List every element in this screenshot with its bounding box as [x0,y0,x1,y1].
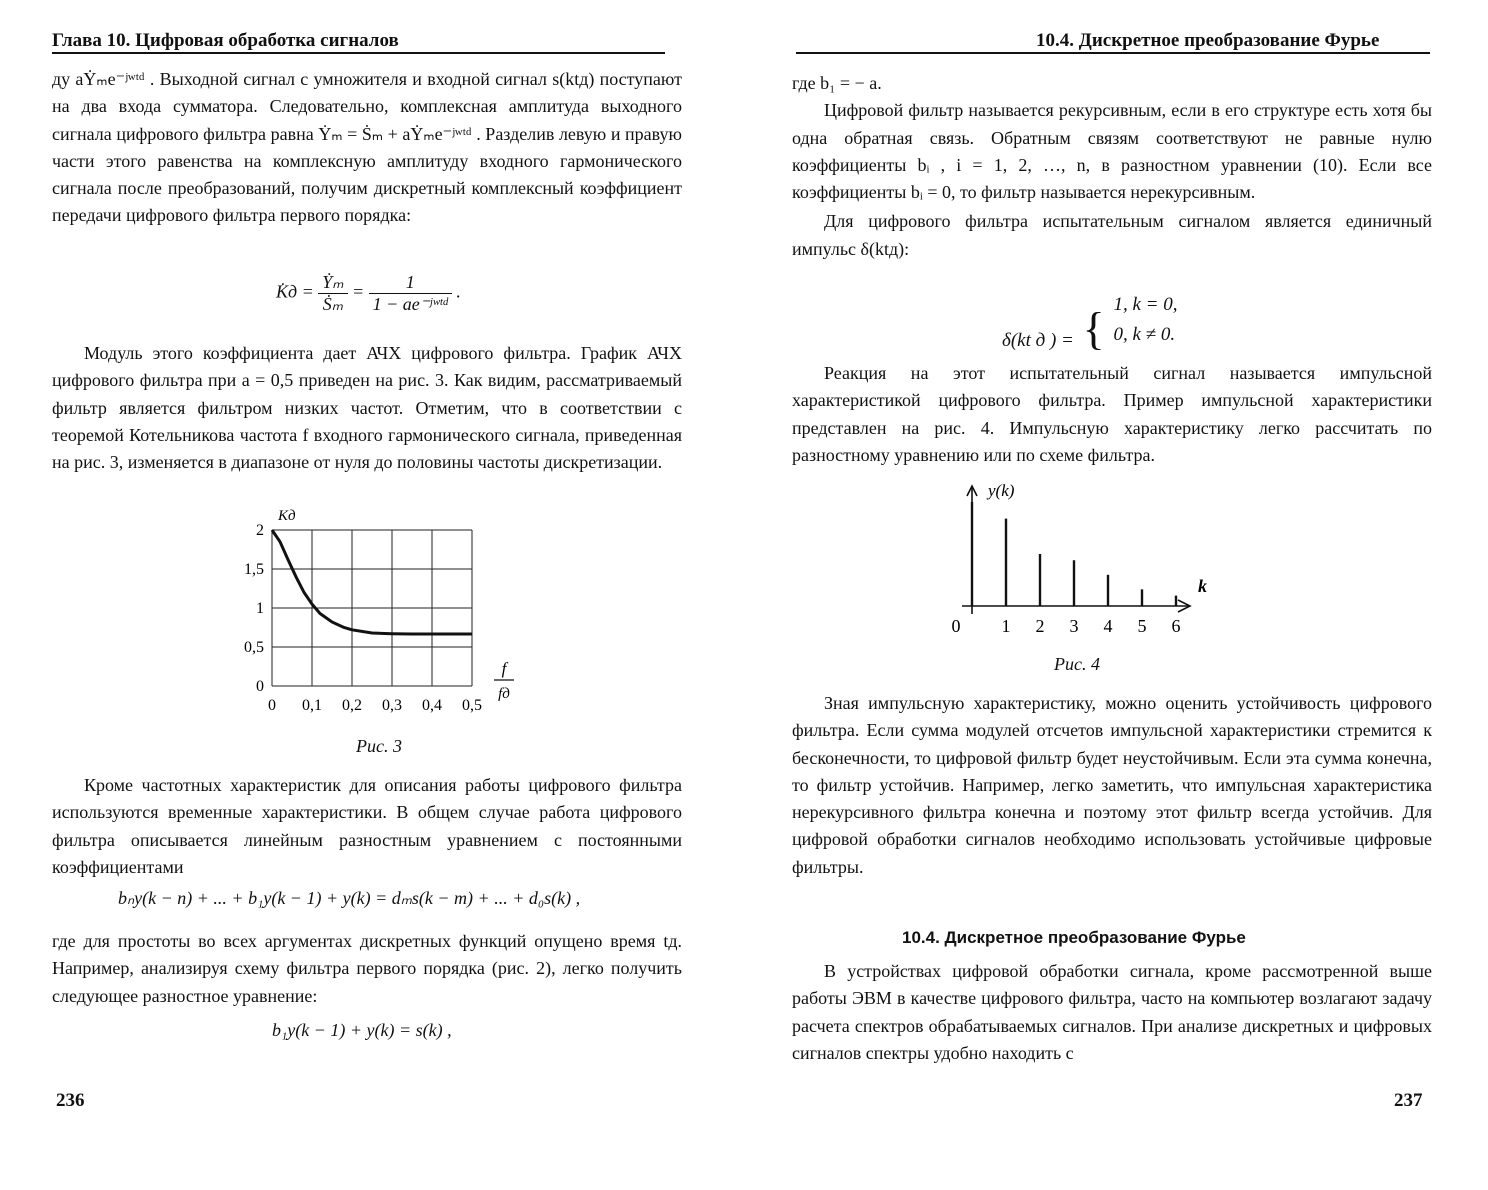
y-tick-label: 1 [256,600,264,617]
x-tick-label: 0,2 [342,697,362,714]
x-tick-label: 2 [1035,616,1045,636]
y-axis-label: y(k) [988,481,1015,500]
right-page [744,0,1488,1190]
formula-delta-case2: 0, k ≠ 0. [1113,324,1176,345]
left-text-block-2 [52,340,682,476]
x-axis-label-denominator: fд [498,686,510,702]
right-text-block-1 [792,70,1432,263]
right-line-1: где b₁ = − a. [792,73,882,93]
x-axis-label-numerator: f [501,659,507,678]
right-paragraph-1: Цифровой фильтр называется рекурсивным, если в его структуре есть хотя бы одна обратная связь. Обратным связям соответствуют не равные нулю коэффициенты bᵢ , i = 1, 2, …, n, в разностном уравнении (10). Если все коэффициенты bᵢ = 0, то фильтр называется нерекурсивным. [792,100,1432,203]
x-tick-label: 6 [1171,616,1181,636]
x-tick-label: 0 [268,697,276,714]
formula-kd: K̇д = $\frac{\text{Ẏₘ}}{\text{Ṡₘ}}$ = $\frac{1}{\text{1 − ae⁻ʲʷᵗᵈ}}$ . [276,272,461,314]
formula-kd-end: . [456,281,461,302]
y-axis-label: Kд [278,508,296,524]
right-text-block-3 [792,690,1432,881]
x-tick-label: 3 [1069,616,1079,636]
formula-kd-lhs: K̇д = [276,281,314,302]
y-tick-label: 0,5 [244,639,264,656]
formula-delta: δ(kt д ) = { 1, k = 0, 0, k ≠ 0. [1002,290,1178,350]
left-paragraph-3: Кроме частотных характеристик для описания работы цифрового фильтра используются временные характеристики. В общем случае работа цифрового фильтра описывается линейным разностным уравнением с постоянными коэффициентами [52,775,682,877]
right-text-block-4 [792,958,1432,1067]
x-tick-label: 4 [1103,616,1113,636]
x-axis-label: k [1198,576,1207,596]
formula-kd-den1: Ṡₘ [322,294,343,314]
y-tick-label: 0 [256,678,264,695]
right-paragraph-5: В устройствах цифровой обработки сигнала, кроме рассмотренной выше работы ЭВМ в качестве цифрового фильтра, часто на компьютер возлагают задачу расчета спектров обрабатываемых сигналов. При анализе дискретных и цифровых сигналов спектры удобно находить с [792,961,1432,1063]
x-tick-label: 1 [1001,616,1011,636]
formula-kd-num2: 1 [369,272,452,294]
left-text-block-1 [52,66,682,230]
right-running-header: 10.4. Дискретное преобразование Фурье [1036,30,1380,51]
figure-3-frequency-response-chart [230,498,530,730]
x-tick-label: 0 [951,616,961,636]
left-header-rule [52,52,665,54]
right-page-number: 237 [1394,1090,1423,1111]
x-tick-label: 0,5 [462,697,482,714]
figure-4-impulse-response-chart [940,470,1220,640]
right-header-rule [796,52,1430,54]
section-title: 10.4. Дискретное преобразование Фурье [902,928,1246,947]
formula-kd-den2: 1 − ae⁻ʲʷᵗᵈ [372,294,448,314]
formula-kd-frac1 [318,272,347,315]
right-paragraph-2: Для цифрового фильтра испытательным сигналом является единичный импульс δ(ktд): [792,211,1432,259]
left-paragraph-1: ду aẎₘe⁻ʲʷᵗᵈ . Выходной сигнал с умножителя и входной сигнал s(ktд) поступают на два входа сумматора. Следовательно, комплексная амплитуда выходного сигнала цифрового фильтра равна Ẏₘ = Ṡₘ + aẎₘe⁻ʲʷᵗᵈ . Разделив левую и правую части этого равенства на комплексную амплитуду входного гармонического сигнала после преобразований, получим дискретный комплексный коэффициент передачи цифрового фильтра первого порядка: [52,69,682,226]
right-paragraph-3: Реакция на этот испытательный сигнал называется импульсной характеристикой цифрового фильтра. Пример импульсной характеристики представлен на рис. 4. Импульсную характеристику легко рассчитать по разностному уравнению или по схеме фильтра. [792,363,1432,465]
left-text-block-4 [52,928,682,1010]
y-tick-label: 2 [256,522,264,539]
left-running-header: Глава 10. Цифровая обработка сигналов [52,30,399,51]
x-tick-label: 0,1 [302,697,322,714]
left-paragraph-4: где для простоты во всех аргументах дискретных функций опущено время tд. Например, анализируя схему фильтра первого порядка (рис. 2), легко получить следующее разностное уравнение: [52,931,682,1006]
formula-delta-case1: 1, k = 0, [1113,294,1178,315]
series-line [272,530,472,634]
figure-3-caption: Рис. 3 [356,736,402,756]
formula-kd-num1: Ẏₘ [318,272,347,294]
right-text-block-2 [792,360,1432,469]
right-paragraph-4: Зная импульсную характеристику, можно оценить устойчивость цифрового фильтра. Если сумма модулей отсчетов импульсной характеристики стремится к бесконечности, то цифровой фильтр будет неустойчивым. Если эта сумма конечна, то фильтр устойчив. Например, легко заметить, что импульсная характеристика нерекурсивного фильтра конечна и поэтому этот фильтр всегда устойчив. Для цифровой обработки сигналов необходимо использовать устойчивые цифровые фильтры. [792,693,1432,877]
formula-kd-frac2 [369,272,452,315]
left-paragraph-2: Модуль этого коэффициента дает АЧХ цифрового фильтра. График АЧХ цифрового фильтра при a = 0,5 приведен на рис. 3. Как видим, рассматриваемый фильтр является фильтром низких частот. Отметим, что в соответствии с теоремой Котельникова частота f входного гармонического сигнала, приведенная на рис. 3, изменяется в диапазоне от нуля до половины частоты дискретизации. [52,343,682,473]
formula-delta-lhs: δ(kt д ) = [1002,330,1074,351]
formula-first-order: b₁y(k − 1) + y(k) = s(k) , [272,1020,452,1040]
x-tick-label: 0,4 [422,697,442,714]
y-tick-label: 1,5 [244,561,264,578]
formula-difference-equation: bₙy(k − n) + ... + b₁y(k − 1) + y(k) = dₘs(k − m) + ... + d₀s(k) , [118,888,581,908]
left-text-block-3 [52,772,682,881]
figure-4-caption: Рис. 4 [1054,654,1100,674]
x-tick-label: 5 [1137,616,1147,636]
left-page-number: 236 [56,1090,85,1111]
x-tick-label: 0,3 [382,697,402,714]
